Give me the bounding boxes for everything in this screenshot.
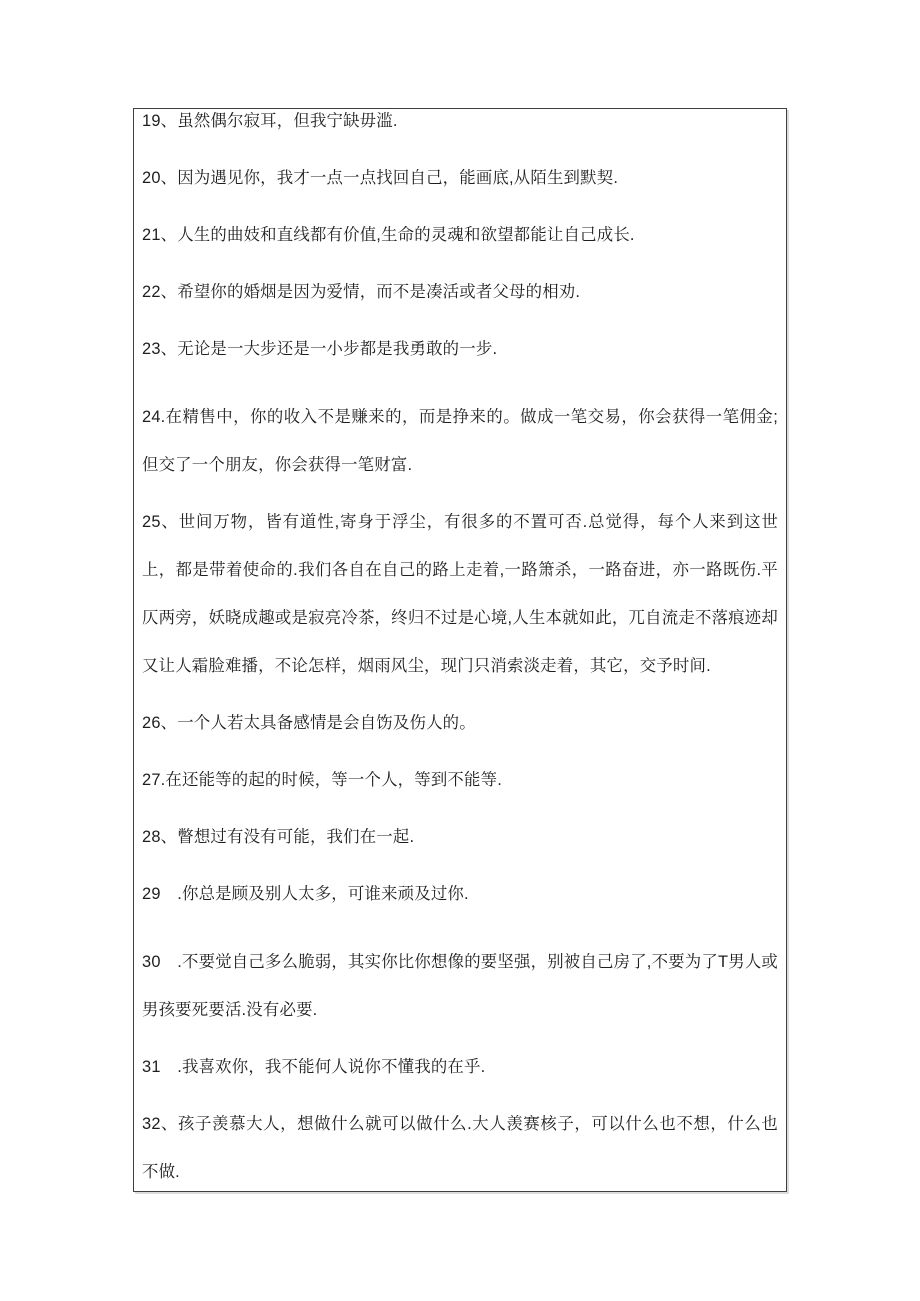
quote-paragraph: 26、一个人若太具备感情是会自饬及伤人的。 xyxy=(142,714,476,732)
quote-paragraph: 27.在还能等的起的时候，等一个人，等到不能等. xyxy=(142,771,502,789)
quote-paragraph: 21、人生的曲妓和直线都有价值,生命的灵魂和欲望都能让自己成长. xyxy=(142,226,635,244)
quote-paragraph: 23、无论是一大步还是一小步都是我勇敢的一步. xyxy=(142,340,498,358)
quote-paragraph: 31 .我喜欢你，我不能何人说你不懂我的在乎. xyxy=(142,1058,486,1076)
quote-paragraph: 22、希望你的婚烟是因为爱情，而不是凑活或者父母的相劝. xyxy=(142,283,581,301)
quote-paragraph: 24.在精售中，你的收入不是赚来的，而是挣来的。做成一笔交易，你会获得一笔佣金; 但交了一个朋友，你会获得一笔财富. xyxy=(142,408,778,474)
quote-paragraph: 28、瞥想过有没有可能，我们在一起. xyxy=(142,828,415,846)
quote-paragraph: 32、孩子羡慕大人，想做什么就可以做什么.大人羡赛核子，可以什么也不想，什么也不做. xyxy=(142,1115,778,1181)
document-border-box xyxy=(133,108,787,1192)
quote-paragraph: 25、世间万物，皆有道性,寄身于浮尘，有很多的不置可否.总觉得，每个人来到这世上，都是带着使命的.我们各自在自己的路上走着,一路箫杀，一路奋进，亦一路既伤.平仄两旁，妖晓成趣或是寂亮冷茶，终归不过是心境,人生本就如此，兀自流走不落痕迹却又让人霜脸难播，不论怎样，烟雨风尘，现门只消索淡走着，其它，交予时间. xyxy=(142,513,778,675)
quote-paragraph: 19、虽然偶尔寂耳，但我宁缺毋滥. xyxy=(142,112,398,130)
quote-paragraph: 29 .你总是顾及别人太多，可谁来顽及过你. xyxy=(142,885,469,903)
quote-paragraph: 20、因为遇见你，我才一点一点找回自己，能画底,从陌生到默契. xyxy=(142,169,619,187)
quote-paragraph: 30 .不要觉自己多么脆弱，其实你比你想像的要坚强，别被自己房了,不要为了T男人或男孩要死要活.没有必要. xyxy=(142,953,778,1019)
